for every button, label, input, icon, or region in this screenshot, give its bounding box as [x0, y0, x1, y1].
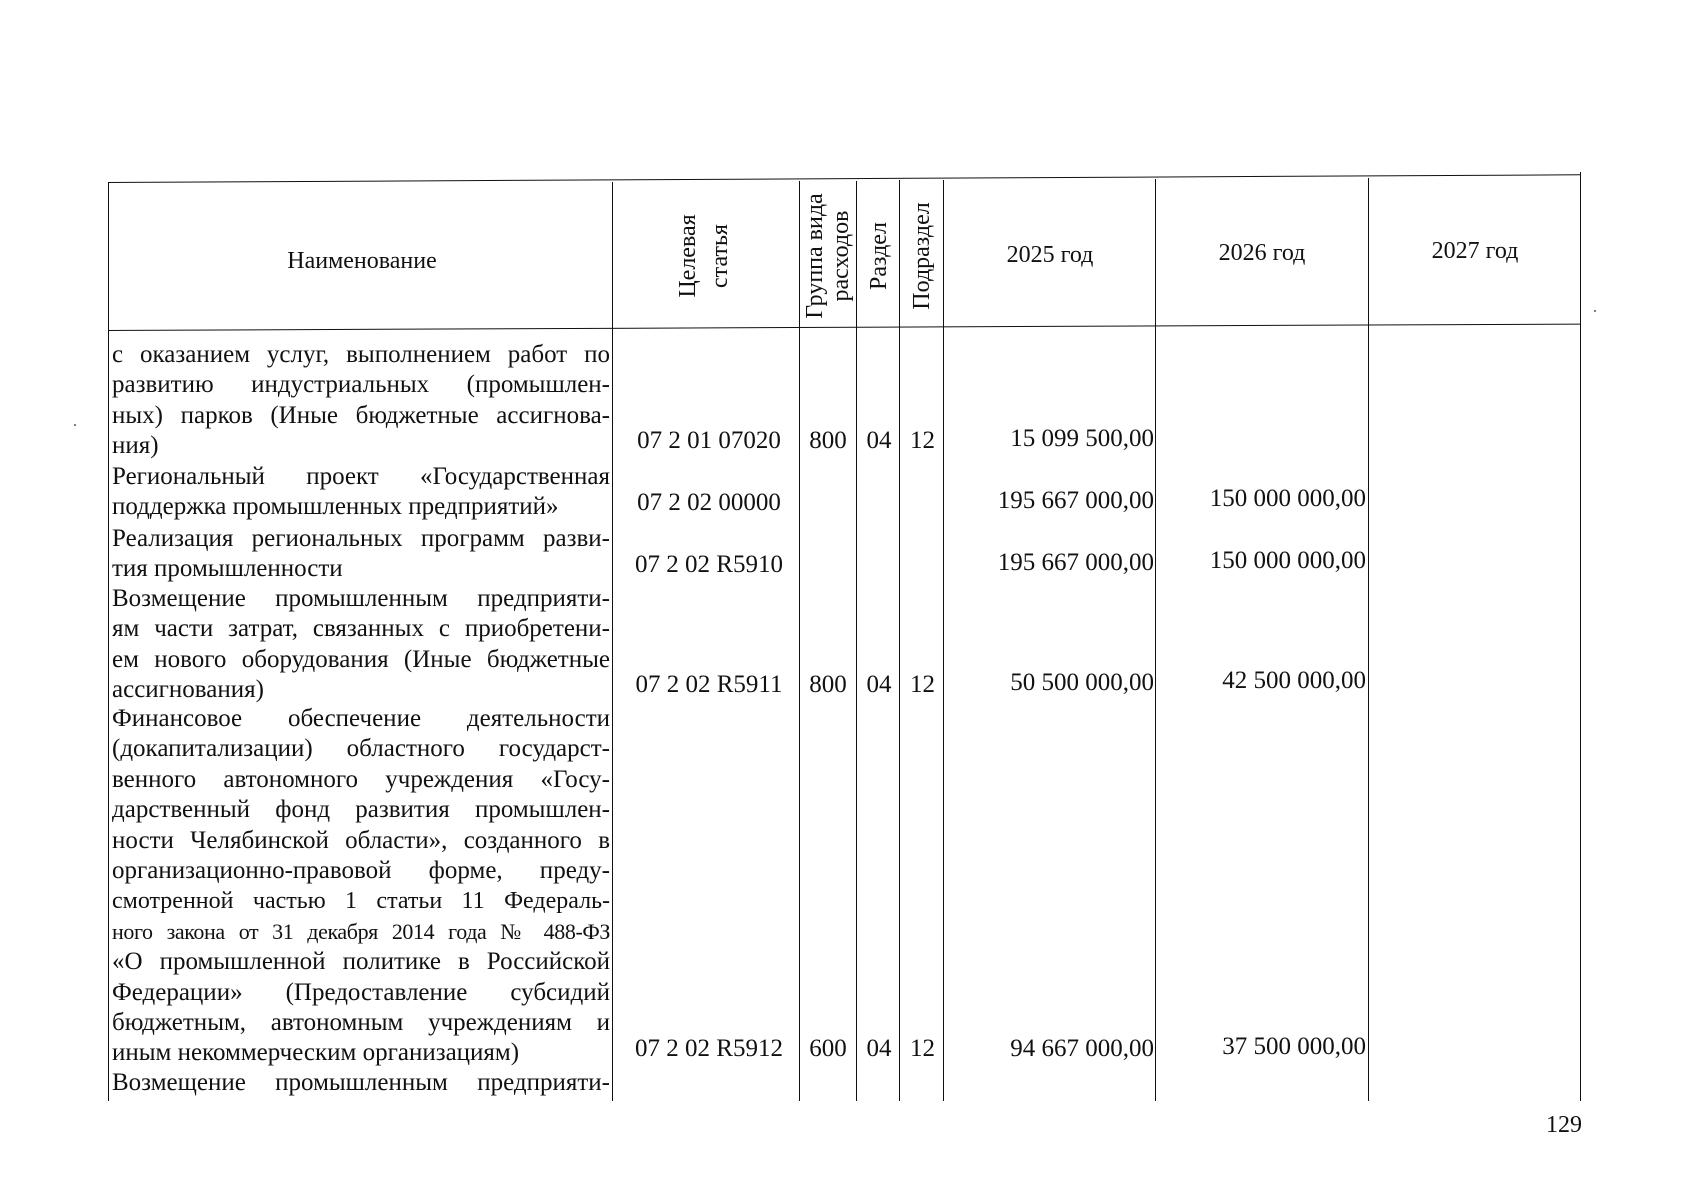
- cell-subsection: 12: [910, 1035, 935, 1062]
- table-row-name: [112, 462, 610, 523]
- cell-section: 04: [866, 1035, 892, 1062]
- name-line: ассигнования): [112, 676, 264, 704]
- name-line: ям части затрат, связанных с приобретени-: [112, 615, 610, 643]
- cell-year-2026: 42 500 000,00: [1222, 667, 1366, 694]
- name-line: Федерации» (Предоставление субсидий: [112, 978, 610, 1006]
- col-divider-2025: [943, 180, 944, 1101]
- col-divider-target: [612, 182, 613, 1101]
- header-target-article-line1: Целевая: [675, 214, 701, 298]
- cell-year-2025: 50 500 000,00: [1010, 669, 1154, 696]
- cell-subsection: 12: [910, 427, 935, 454]
- name-line: ного закона от 31 декабря 2014 года № 488-ФЗ: [112, 918, 610, 944]
- table-row-name: [112, 1068, 610, 1098]
- table-left-border: [108, 183, 109, 1101]
- name-line: ния): [112, 432, 159, 460]
- header-year-2027: 2027 год: [1431, 238, 1519, 264]
- table-row-name: [112, 704, 610, 1069]
- scan-speck: [74, 424, 76, 426]
- table-row-name: [112, 584, 610, 706]
- cell-target-article: 07 2 02 R5912: [635, 1035, 783, 1062]
- name-line: ных) парков (Иные бюджетные ассигнова-: [112, 401, 610, 429]
- cell-year-2025: 195 667 000,00: [997, 549, 1154, 576]
- cell-target-article: 07 2 01 07020: [637, 427, 781, 454]
- header-target-article-line2: статья: [707, 224, 733, 288]
- page-number: 129: [1546, 1112, 1582, 1138]
- table-row-name: [112, 340, 610, 462]
- name-line: Возмещение промышленным предприяти-: [112, 1069, 610, 1096]
- header-subsection: Подраздел: [909, 202, 935, 310]
- name-line: развитию индустриальных (промышлен-: [112, 371, 610, 399]
- col-divider-2027: [1368, 178, 1369, 1101]
- cell-target-article: 07 2 02 00000: [637, 489, 781, 516]
- table-top-border: [108, 174, 1580, 183]
- name-line: Реализация региональных программ разви-: [112, 525, 610, 552]
- cell-target-article: 07 2 02 R5911: [635, 671, 783, 698]
- cell-year-2026: 150 000 000,00: [1209, 485, 1366, 512]
- cell-expense-group: 800: [809, 427, 847, 454]
- col-divider-group: [799, 181, 800, 1101]
- cell-year-2026: 150 000 000,00: [1209, 547, 1366, 574]
- cell-year-2025: 15 099 500,00: [1010, 425, 1154, 452]
- header-expense-group-line1: Группа вида: [802, 193, 828, 319]
- header-section: Раздел: [866, 222, 892, 290]
- name-line: ем нового оборудования (Иные бюджетные: [112, 645, 610, 673]
- col-divider-2026: [1155, 179, 1156, 1101]
- name-line: с оказанием услуг, выполнением работ по: [112, 341, 610, 368]
- cell-year-2025: 195 667 000,00: [997, 487, 1154, 514]
- cell-expense-group: 600: [809, 1035, 847, 1062]
- name-line: дарственный фонд развития промышлен-: [112, 796, 610, 824]
- name-line: «О промышленной политике в Российской: [112, 948, 610, 976]
- name-line: Региональный проект «Государственная: [112, 463, 610, 490]
- cell-expense-group: 800: [809, 671, 847, 698]
- name-line: Возмещение промышленным предприяти-: [112, 585, 610, 612]
- cell-year-2026: 37 500 000,00: [1222, 1033, 1366, 1060]
- cell-year-2025: 94 667 000,00: [1010, 1035, 1154, 1062]
- name-line: тия промышленности: [112, 555, 343, 583]
- name-line: организационно-правовой форме, преду-: [112, 856, 610, 884]
- cell-section: 04: [866, 427, 892, 454]
- cell-subsection: 12: [910, 671, 935, 698]
- header-year-2025: 2025 год: [1006, 242, 1094, 268]
- table-row-name: [112, 524, 610, 585]
- header-expense-group-line2: расходов: [828, 210, 854, 302]
- name-line: иным некоммерческим организациям): [112, 1039, 520, 1067]
- header-bottom-border: [108, 324, 1580, 331]
- name-line: (докапитализации) областного государст-: [112, 735, 610, 763]
- name-line: ности Челябинской области», созданного в: [112, 826, 610, 854]
- header-year-2026: 2026 год: [1218, 240, 1306, 266]
- table-right-border: [1580, 172, 1581, 1101]
- cell-section: 04: [866, 671, 892, 698]
- name-line: смотренной частью 1 статьи 11 Федераль-: [112, 888, 610, 915]
- name-line: венного автономного учреждения «Госу-: [112, 765, 610, 793]
- name-line: Финансовое обеспечение деятельности: [112, 705, 610, 732]
- cell-target-article: 07 2 02 R5910: [635, 551, 783, 578]
- col-divider-section: [856, 181, 857, 1101]
- name-line: поддержка промышленных предприятий»: [112, 493, 559, 521]
- name-line: бюджетным, автономным учреждениям и: [112, 1008, 610, 1036]
- header-name: Наименование: [287, 248, 437, 274]
- scan-speck: [1594, 310, 1596, 312]
- col-divider-subsection: [899, 180, 900, 1101]
